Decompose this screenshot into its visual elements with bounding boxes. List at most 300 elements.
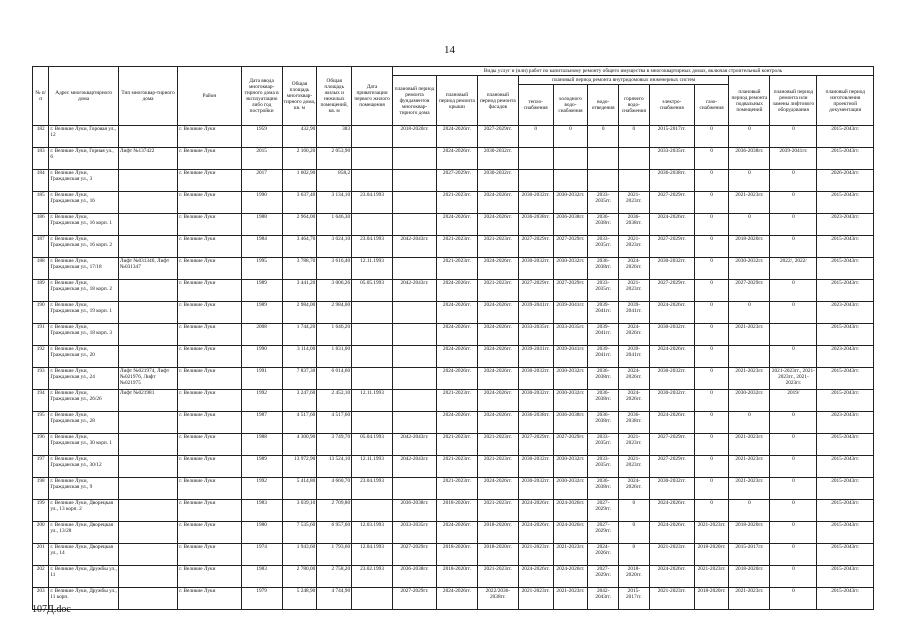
cell-privatization [352, 588, 393, 610]
cell-year: 1990 [241, 192, 282, 214]
cell-type [118, 280, 177, 302]
cell-design: 2015-2043гг. [817, 566, 874, 588]
cell-elevator: 0 [770, 566, 817, 588]
cell-basement: 2021-2023гг. [729, 368, 770, 390]
cell-address: г. Великие Луки, Гражданская ул., 30/12 [49, 456, 119, 478]
cell-foundation [393, 192, 437, 214]
cell-privatization [352, 500, 393, 522]
cell-residential-area: 6 014,60 [317, 368, 352, 390]
cell-residential-area: 4 517,60 [317, 412, 352, 434]
cell-facade: 2021-2023гг. [477, 500, 518, 522]
cell-foundation: 2042-2043гг. [393, 456, 437, 478]
cell-hot-water: 2039-2041гг. [619, 346, 650, 368]
table-row [33, 346, 874, 368]
cell-heat: 2030-2032гг. [518, 192, 553, 214]
cell-cold-water: 2030-2032гг. [553, 390, 588, 412]
cell-privatization: 23.02.1993 [352, 566, 393, 588]
cell-electricity: 2030-2032гг. [649, 324, 694, 346]
cell-type [118, 522, 177, 544]
header-works-group: Виды услуг и (или) работ по капитальному ремонту общего имущества в многоквартирных домах, включая строительный контроль [393, 67, 874, 76]
cell-type [118, 192, 177, 214]
cell-design: 2026-2043гг. [817, 170, 874, 192]
cell-total-area: 7 837,30 [282, 368, 317, 390]
cell-address: г. Великие Луки, Дружбы ул., 11 корп. [49, 588, 119, 610]
cell-heat: 2021-2023гг. [518, 588, 553, 610]
cell-no: 202 [33, 566, 49, 588]
cell-roof: 2024-2026гг. [436, 148, 477, 170]
cell-design: 2023-2043гг. [817, 302, 874, 324]
cell-elevator: 0 [770, 302, 817, 324]
cell-district: г. Великие Луки [178, 236, 241, 258]
cell-privatization: 12.11.1993 [352, 258, 393, 280]
cell-cold-water: 2030-2032гг. [553, 368, 588, 390]
cell-heat: 2036-2038гг. [518, 214, 553, 236]
header-gas: газо-снабжения [694, 85, 729, 126]
table-row [33, 192, 874, 214]
cell-foundation [393, 258, 437, 280]
cell-residential-area: 3 134,10 [317, 192, 352, 214]
cell-drainage: 2036-2038гг. [588, 390, 619, 412]
cell-cold-water: 2036-2038гг. [553, 412, 588, 434]
cell-total-area: 432,90 [282, 126, 317, 148]
cell-drainage [588, 170, 619, 192]
cell-type: Лифт №031346, Лифт №031347 [118, 258, 177, 280]
capital-repair-table [32, 66, 874, 610]
cell-facade: 2018-2020гг. [477, 522, 518, 544]
cell-basement: 2027-2029гг. [729, 280, 770, 302]
cell-year: 1988 [241, 214, 282, 236]
cell-residential-area: 3 749,70 [317, 434, 352, 456]
cell-residential-area: 1 831,00 [317, 346, 352, 368]
cell-drainage: 2036-2038гг. [588, 368, 619, 390]
cell-heat [518, 170, 553, 192]
header-electricity: электро-снабжения [649, 85, 694, 126]
cell-basement: 2021-2023гг. [729, 588, 770, 610]
cell-elevator: 2039-2041гг. [770, 148, 817, 170]
cell-roof: 2024-2026гг. [436, 522, 477, 544]
cell-foundation: 2036-2038гг. [393, 566, 437, 588]
cell-total-area: 3 464,70 [282, 236, 317, 258]
cell-heat: 2030-2032гг. [518, 390, 553, 412]
cell-electricity: 2030-2032гг. [649, 258, 694, 280]
cell-design: 2015-2043гг. [817, 456, 874, 478]
cell-type: Лифт №021974, Лифт №021976, Лифт №021975 [118, 368, 177, 390]
cell-elevator: 0 [770, 236, 817, 258]
cell-electricity: 2021-2023гг. [649, 588, 694, 610]
cell-heat: 2039-2041гг. [518, 346, 553, 368]
cell-cold-water [553, 148, 588, 170]
cell-residential-area: 3 024,10 [317, 236, 352, 258]
table-row [33, 500, 874, 522]
cell-drainage: 2036-2038гг. [588, 412, 619, 434]
cell-basement: 2030-2032гг. [729, 258, 770, 280]
header-no: № п/п [33, 67, 49, 126]
cell-year: 1984 [241, 236, 282, 258]
cell-elevator: 0 [770, 280, 817, 302]
cell-foundation [393, 302, 437, 324]
cell-privatization [352, 148, 393, 170]
cell-foundation [393, 390, 437, 412]
cell-type [118, 170, 177, 192]
cell-hot-water: 2015-2017гг. [619, 588, 650, 610]
cell-residential-area: 383 [317, 126, 352, 148]
header-facade: плановый период ремонта фасадов [477, 76, 518, 126]
cell-elevator: 0 [770, 346, 817, 368]
cell-no: 196 [33, 434, 49, 456]
cell-address: г. Великие Луки, Гражданская ул., 18 корп. 3 [49, 324, 119, 346]
cell-heat: 2030-2032гг. [518, 258, 553, 280]
cell-electricity: 2027-2029гг. [649, 456, 694, 478]
document-filename: 107Д.doc [32, 604, 71, 615]
cell-hot-water: 2021-2023гг. [619, 456, 650, 478]
cell-design: 2015-2043гг. [817, 522, 874, 544]
table-row [33, 126, 874, 148]
cell-residential-area: 1 793,60 [317, 544, 352, 566]
cell-residential-area: 3 616,40 [317, 258, 352, 280]
cell-total-area: 2 780,00 [282, 566, 317, 588]
cell-address: г. Великие Луки, Гражданская ул., 17/18 [49, 258, 119, 280]
cell-drainage: 2033-2035гг. [588, 434, 619, 456]
cell-year: 1983 [241, 566, 282, 588]
cell-address: г. Великие Луки, Гражданская ул., 24 [49, 368, 119, 390]
cell-roof: 2024-2026гг. [436, 346, 477, 368]
cell-residential-area: 2 758,20 [317, 566, 352, 588]
cell-no: 191 [33, 324, 49, 346]
cell-gas: 0 [694, 478, 729, 500]
cell-gas: 0 [694, 192, 729, 214]
cell-district: г. Великие Луки [178, 324, 241, 346]
cell-gas: 2021-2023гг. [694, 566, 729, 588]
cell-foundation: 2018-2020гг. [393, 126, 437, 148]
cell-cold-water [553, 170, 588, 192]
cell-roof: 2021-2023гг. [436, 192, 477, 214]
cell-facade: 2024-2026гг. [477, 214, 518, 236]
cell-type [118, 214, 177, 236]
cell-residential-area: 1 646,20 [317, 324, 352, 346]
cell-address: г. Великие Луки, Гражданская ул., 16 корп. 2 [49, 236, 119, 258]
cell-drainage: 2027-2029гг. [588, 500, 619, 522]
table-row [33, 390, 874, 412]
cell-electricity: 2027-2029гг. [649, 434, 694, 456]
cell-heat: 2030-2032гг. [518, 456, 553, 478]
cell-electricity: 2024-2026гг. [649, 302, 694, 324]
cell-design: 2023-2043гг. [817, 346, 874, 368]
cell-gas: 0 [694, 280, 729, 302]
cell-no: 189 [33, 280, 49, 302]
cell-elevator: 0 [770, 478, 817, 500]
cell-gas: 0 [694, 170, 729, 192]
cell-district: г. Великие Луки [178, 280, 241, 302]
header-design: плановый период изготовления проектной документации [817, 76, 874, 126]
cell-design: 2015-2043гг. [817, 148, 874, 170]
cell-facade: 2021-2023гг. [477, 434, 518, 456]
cell-design: 2015-2043гг. [817, 390, 874, 412]
cell-no: 184 [33, 170, 49, 192]
cell-privatization [352, 170, 393, 192]
cell-heat: 2027-2029гг. [518, 236, 553, 258]
page-number: 14 [444, 44, 455, 56]
cell-facade: 2024-2026гг. [477, 302, 518, 324]
table-row [33, 522, 874, 544]
cell-privatization: 23.04.1993 [352, 236, 393, 258]
cell-gas: 0 [694, 302, 729, 324]
table-row [33, 368, 874, 390]
cell-hot-water: 0 [619, 522, 650, 544]
cell-heat: 2036-2038гг. [518, 412, 553, 434]
cell-gas: 0 [694, 346, 729, 368]
cell-privatization: 12.04.1993 [352, 544, 393, 566]
cell-district: г. Великие Луки [178, 566, 241, 588]
cell-heat: 2021-2023гг. [518, 544, 553, 566]
table-row [33, 214, 874, 236]
cell-drainage: 2039-2041гг. [588, 324, 619, 346]
cell-address: г. Великие Луки, Горовая ул., 12 [49, 126, 119, 148]
cell-hot-water: 2024-2026гг. [619, 324, 650, 346]
cell-heat: 2024-2026гг. [518, 500, 553, 522]
cell-foundation: 2036-2038гг. [393, 500, 437, 522]
cell-total-area: 4 517,60 [282, 412, 317, 434]
cell-foundation: 2042-2043гг. [393, 434, 437, 456]
cell-no: 192 [33, 346, 49, 368]
cell-design: 2015-2043гг. [817, 500, 874, 522]
cell-basement: 0 [729, 214, 770, 236]
cell-residential-area: 2 053,90 [317, 148, 352, 170]
cell-basement: 2018-2020гг. [729, 522, 770, 544]
header-roof: плановый период ремонта крыши [436, 76, 477, 126]
cell-district: г. Великие Луки [178, 368, 241, 390]
cell-total-area: 2 964,00 [282, 214, 317, 236]
cell-no: 182 [33, 126, 49, 148]
cell-gas: 0 [694, 456, 729, 478]
cell-elevator: 0 [770, 522, 817, 544]
header-hot-water: горячего водо-снабжения [619, 85, 650, 126]
cell-residential-area: 6 957,60 [317, 522, 352, 544]
cell-type [118, 478, 177, 500]
cell-foundation: 2042-2043гг. [393, 236, 437, 258]
cell-foundation [393, 148, 437, 170]
cell-heat: 2024-2026гг. [518, 522, 553, 544]
cell-design: 2023-2043гг. [817, 412, 874, 434]
cell-district: г. Великие Луки [178, 192, 241, 214]
cell-drainage: 2033-2035гг. [588, 236, 619, 258]
cell-electricity: 2030-2032гг. [649, 368, 694, 390]
cell-gas: 0 [694, 258, 729, 280]
cell-address: г. Великие Луки, Гражданская ул., 18 корп. 2 [49, 280, 119, 302]
cell-roof: 2024-2026гг. [436, 126, 477, 148]
cell-elevator: 0 [770, 500, 817, 522]
cell-cold-water: 2036-2038гг. [553, 214, 588, 236]
cell-address: г. Великие Луки, Гражданская ул., 28 [49, 412, 119, 434]
cell-total-area: 3 247,60 [282, 390, 317, 412]
cell-electricity: 2015-2017гг. [649, 126, 694, 148]
cell-total-area: 3 039,10 [282, 500, 317, 522]
cell-basement: 2015-2017гг. [729, 544, 770, 566]
cell-basement: 0 [729, 170, 770, 192]
cell-roof: 2024-2026гг. [436, 280, 477, 302]
cell-facade: 2022/2036-2038гг. [477, 588, 518, 610]
cell-gas: 2018-2020гг. [694, 588, 729, 610]
cell-design: 2015-2043гг. [817, 434, 874, 456]
cell-foundation: 2027-2029гг. [393, 544, 437, 566]
cell-cold-water: 2021-2023гг. [553, 544, 588, 566]
cell-basement [729, 346, 770, 368]
cell-address: г. Великие Луки, Горная ул., 6 [49, 148, 119, 170]
cell-drainage: 2039-2041гг. [588, 346, 619, 368]
cell-no: 198 [33, 478, 49, 500]
cell-gas: 0 [694, 126, 729, 148]
cell-elevator: 0 [770, 412, 817, 434]
cell-hot-water: 2024-2026гг. [619, 390, 650, 412]
cell-address: г. Великие Луки, Гражданская ул., 30 корп. 1 [49, 434, 119, 456]
cell-basement: 0 [729, 126, 770, 148]
cell-electricity: 2027-2029гг. [649, 280, 694, 302]
cell-design: 2015-2043гг. [817, 258, 874, 280]
cell-hot-water: 2024-2026гг. [619, 368, 650, 390]
cell-facade: 2030-2032гг. [477, 170, 518, 192]
cell-facade: 2024-2026гг. [477, 324, 518, 346]
cell-no: 195 [33, 412, 49, 434]
cell-total-area: 1 602,90 [282, 170, 317, 192]
cell-design: 2015-2043гг. [817, 280, 874, 302]
cell-gas: 0 [694, 324, 729, 346]
cell-district: г. Великие Луки [178, 346, 241, 368]
cell-hot-water: 2021-2023гг. [619, 192, 650, 214]
table-row [33, 302, 874, 324]
cell-facade: 2021-2023гг. [477, 456, 518, 478]
cell-address: г. Великие Луки, Гражданская ул., 20 [49, 346, 119, 368]
cell-drainage: 2024-2026гг. [588, 544, 619, 566]
cell-foundation [393, 346, 437, 368]
cell-roof: 2024-2026гг. [436, 588, 477, 610]
cell-heat: 2027-2029гг. [518, 280, 553, 302]
cell-facade: 2018-2020гг. [477, 544, 518, 566]
cell-roof: 2024-2026гг. [436, 302, 477, 324]
cell-basement: 0 [729, 412, 770, 434]
cell-roof: 2021-2023гг. [436, 258, 477, 280]
cell-total-area: 1 744,20 [282, 324, 317, 346]
cell-elevator: 0 [770, 214, 817, 236]
cell-basement: 2030-2032гг. [729, 390, 770, 412]
cell-total-area: 13 972,90 [282, 456, 317, 478]
table-row [33, 324, 874, 346]
cell-hot-water: 2036-2038гг. [619, 412, 650, 434]
cell-roof: 2021-2023гг. [436, 478, 477, 500]
cell-type [118, 434, 177, 456]
cell-drainage: 2036-2038гг. [588, 214, 619, 236]
cell-district: г. Великие Луки [178, 214, 241, 236]
cell-electricity: 2033-2035гг. [649, 148, 694, 170]
cell-privatization: 23.04.1993 [352, 478, 393, 500]
table-row [33, 148, 874, 170]
cell-no: 194 [33, 390, 49, 412]
table-row [33, 412, 874, 434]
cell-privatization [352, 302, 393, 324]
cell-electricity: 2030-2032гг. [649, 390, 694, 412]
header-year: Дата ввода многоквар-тирного дома в эксплуатацию либо год постройки [241, 67, 282, 126]
table-row [33, 544, 874, 566]
cell-basement: 2021-2023гг. [729, 456, 770, 478]
cell-residential-area: 3 006,26 [317, 280, 352, 302]
cell-cold-water: 2039-2041гг. [553, 346, 588, 368]
cell-residential-area: 4 660,70 [317, 478, 352, 500]
cell-gas: 0 [694, 368, 729, 390]
cell-cold-water: 2027-2029гг. [553, 280, 588, 302]
cell-district: г. Великие Луки [178, 126, 241, 148]
cell-year: 1980 [241, 522, 282, 544]
cell-drainage: 2036-2038гг. [588, 258, 619, 280]
cell-drainage: 0 [588, 126, 619, 148]
table-row [33, 566, 874, 588]
cell-type [118, 324, 177, 346]
cell-type [118, 126, 177, 148]
cell-no: 186 [33, 214, 49, 236]
cell-design: 2015-2043гг. [817, 126, 874, 148]
cell-gas: 2021-2023гг. [694, 522, 729, 544]
cell-heat: 2027-2029гг. [518, 434, 553, 456]
cell-basement: 2018-2020гг. [729, 566, 770, 588]
cell-heat: 2030-2032гг. [518, 368, 553, 390]
cell-year: 1990 [241, 346, 282, 368]
cell-electricity: 2027-2029гг. [649, 192, 694, 214]
cell-basement: 2018-2020гг. [729, 236, 770, 258]
cell-total-area: 1 943,60 [282, 544, 317, 566]
cell-cold-water: 2030-2032гг. [553, 192, 588, 214]
cell-design: 2015-2043гг. [817, 368, 874, 390]
cell-year: 1995 [241, 258, 282, 280]
header-heat: тепло-снабжения [518, 85, 553, 126]
cell-drainage [588, 148, 619, 170]
cell-drainage: 2033-2035гг. [588, 192, 619, 214]
cell-type [118, 566, 177, 588]
header-address: Адрес многоквартирного дома [49, 67, 119, 126]
cell-basement: 2021-2023гг. [729, 192, 770, 214]
cell-cold-water: 2027-2029гг. [553, 434, 588, 456]
cell-electricity: 2024-2026гг. [649, 412, 694, 434]
header-elevator: плановый период ремонта или замены лифтового оборудования [770, 76, 817, 126]
cell-electricity: 2024-2026гг. [649, 214, 694, 236]
cell-no: 197 [33, 456, 49, 478]
cell-type [118, 236, 177, 258]
cell-year: 1987 [241, 412, 282, 434]
cell-type [118, 346, 177, 368]
cell-drainage: 2036-2038гг. [588, 478, 619, 500]
cell-district: г. Великие Луки [178, 170, 241, 192]
cell-hot-water: 0 [619, 544, 650, 566]
cell-no: 199 [33, 500, 49, 522]
cell-district: г. Великие Луки [178, 148, 241, 170]
cell-total-area: 3 441,20 [282, 280, 317, 302]
cell-foundation [393, 324, 437, 346]
cell-address: г. Великие Луки, Дворецкая ул., 13 корп. 2 [49, 500, 119, 522]
cell-address: г. Великие Луки, Гражданская ул., 16 [49, 192, 119, 214]
cell-privatization: 12.11.1993 [352, 456, 393, 478]
header-type: Тип многоквар-тирного дома [118, 67, 177, 126]
cell-hot-water: 2039-2041гг. [619, 302, 650, 324]
cell-hot-water: 2024-2026гг. [619, 258, 650, 280]
cell-district: г. Великие Луки [178, 302, 241, 324]
cell-address: г. Великие Луки, Гражданская ул., 3 [49, 170, 119, 192]
cell-year: 1989 [241, 456, 282, 478]
cell-residential-area: 4 744,90 [317, 588, 352, 610]
cell-privatization [352, 368, 393, 390]
cell-total-area: 2 160,20 [282, 148, 317, 170]
header-privatization: Дата приватизации первого жилого помещения [352, 67, 393, 126]
header-basement: плановый период ремонта подвальных помещений [729, 76, 770, 126]
cell-hot-water: 0 [619, 500, 650, 522]
header-total-area: Общая площадь многоквар-тирного дома, кв. м [282, 67, 317, 126]
cell-privatization [352, 126, 393, 148]
cell-basement: 0 [729, 500, 770, 522]
